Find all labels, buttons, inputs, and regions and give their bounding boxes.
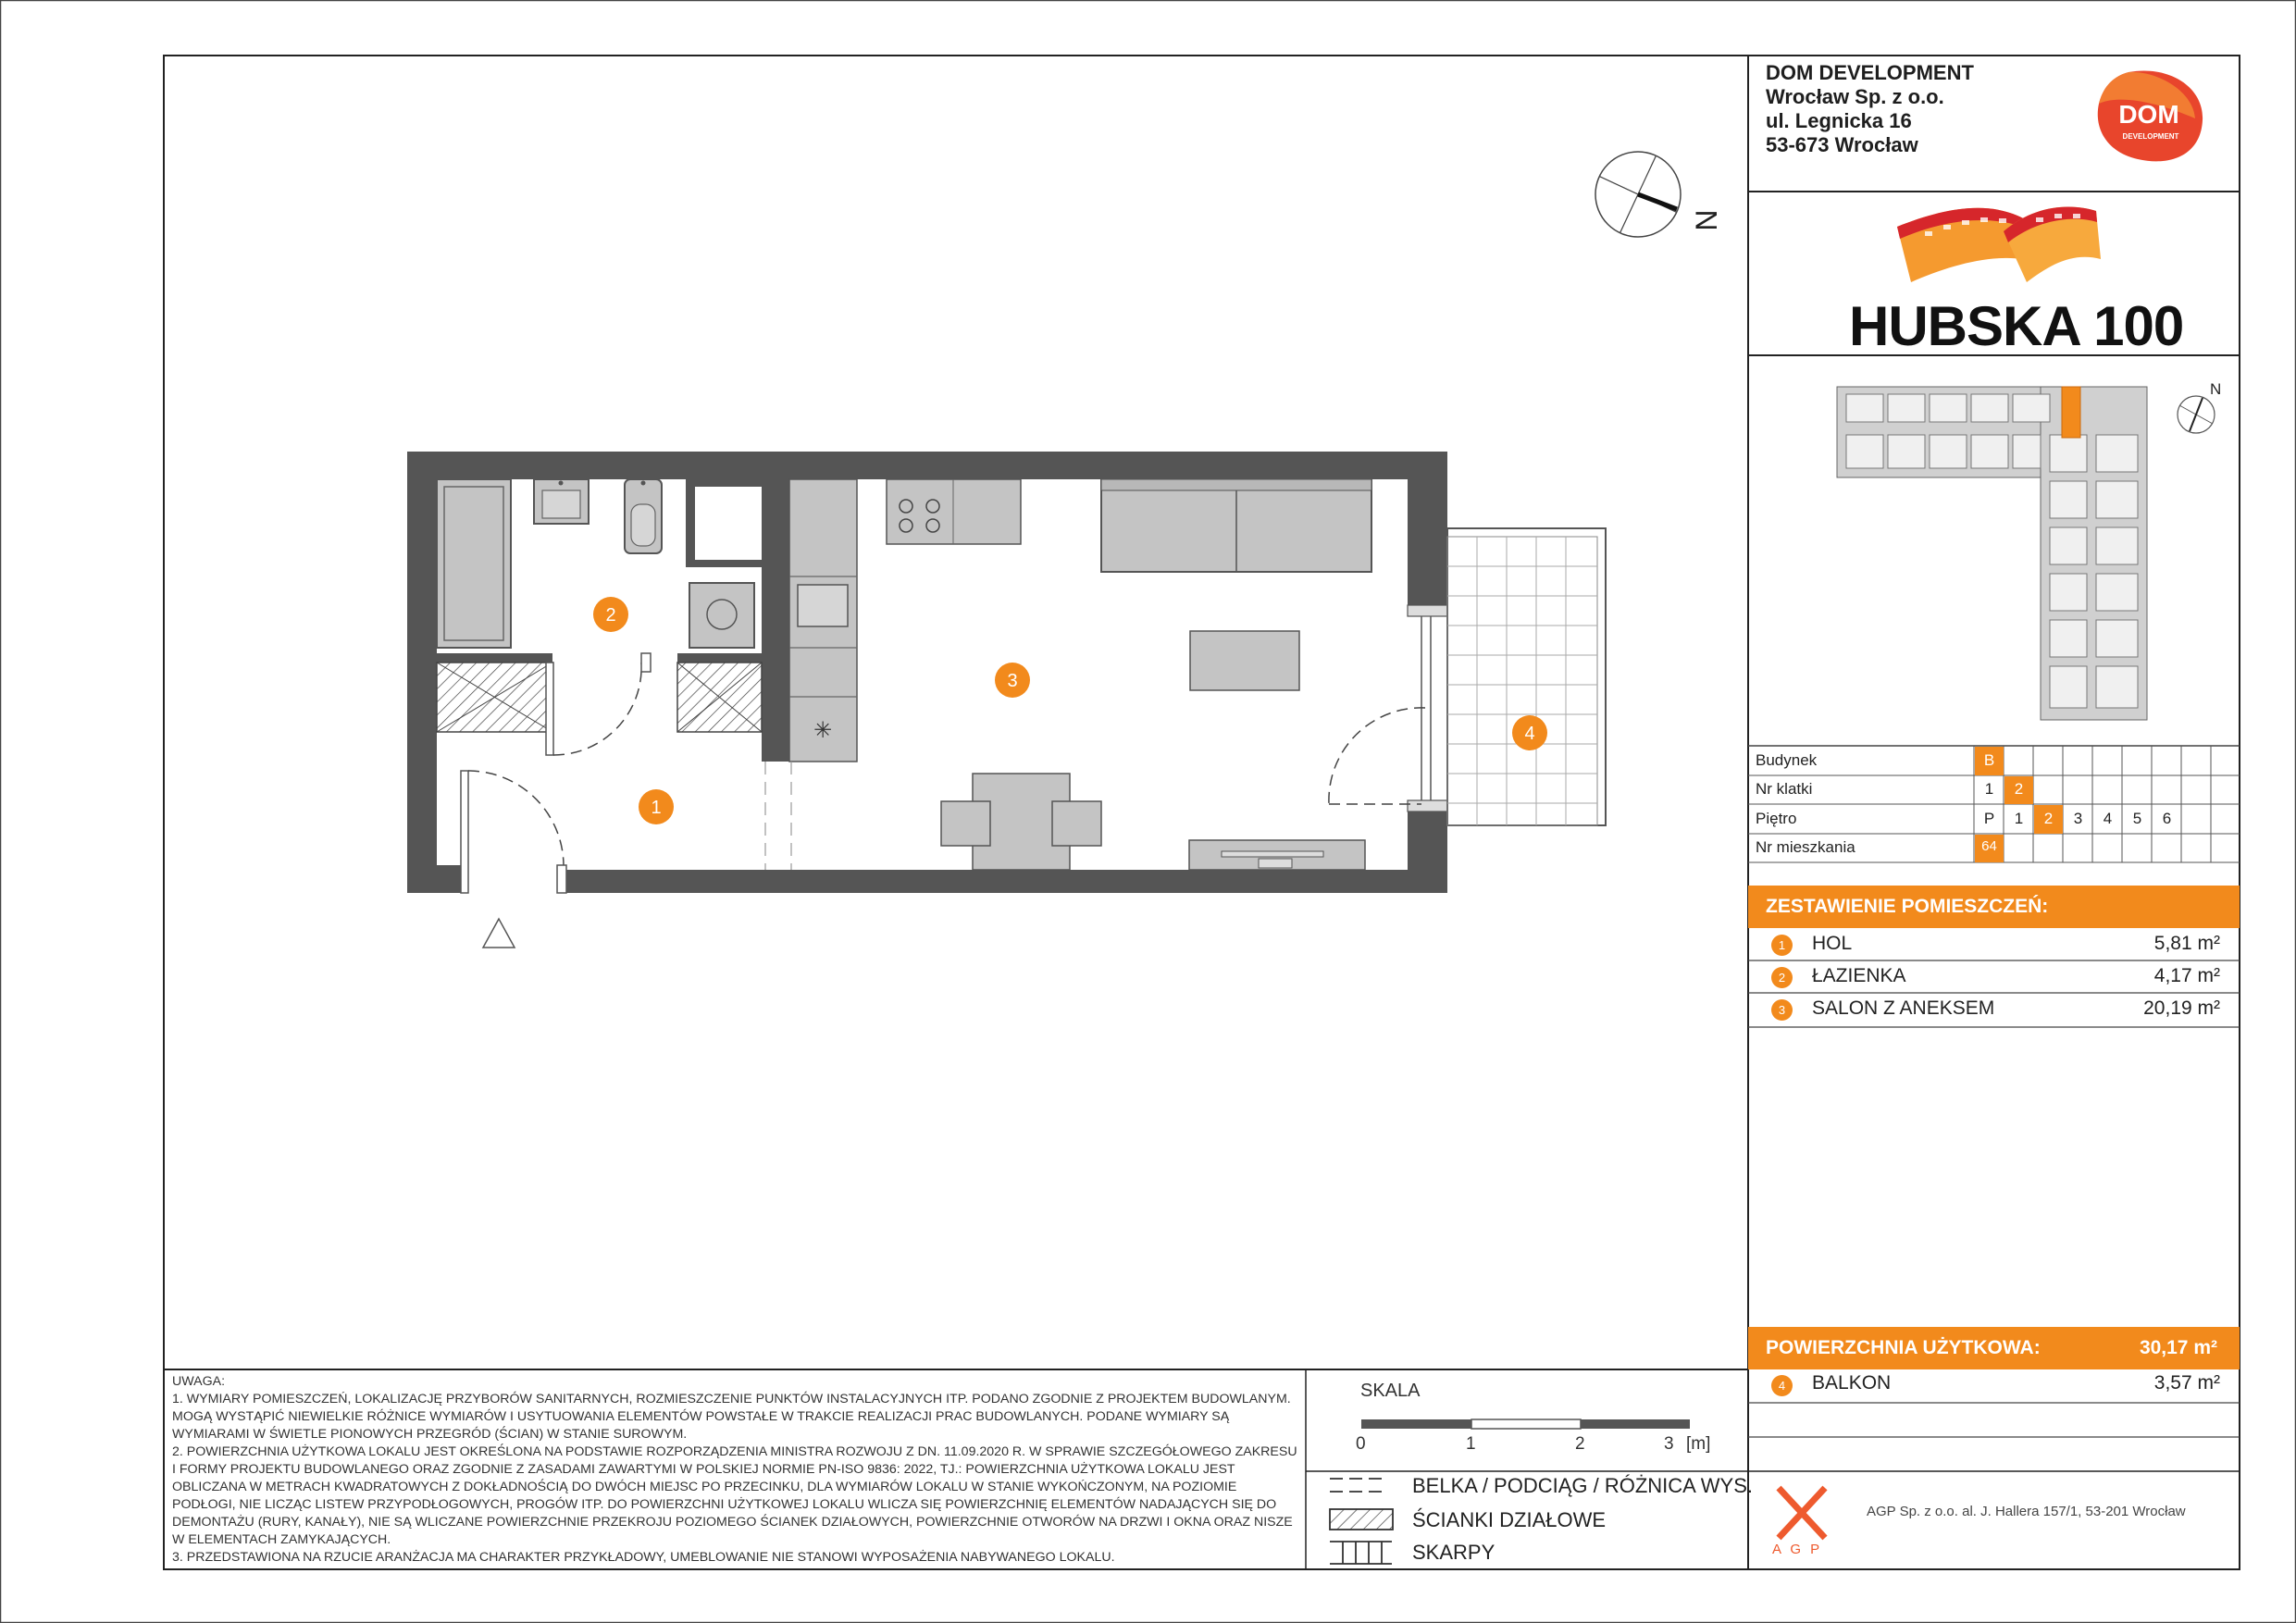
usable-area-value: 30,17 m² bbox=[2139, 1337, 2217, 1358]
coffee-table bbox=[1190, 631, 1299, 690]
note-line: 1. WYMIARY POMIESZCZEŃ, LOKALIZACJĘ PRZYBORÓW SANITARNYCH, ROZMIESZCZENIE PUNKTÓW INSTALACYJNYCH ITP. PODANO ZGODNIE Z PROJEKTEM BUDOWLANYM. bbox=[172, 1392, 1291, 1406]
scale-tick: 3 bbox=[1664, 1434, 1674, 1454]
balcony-area: 3,57 m² bbox=[2153, 1372, 2220, 1394]
info-floor-p: P bbox=[1983, 810, 1995, 827]
scale-tick: 0 bbox=[1356, 1434, 1366, 1454]
chair bbox=[1052, 801, 1101, 846]
company-name: DOM DEVELOPMENT bbox=[1766, 61, 1974, 84]
info-building-value: B bbox=[1983, 751, 1995, 769]
legend-reveal-label: SKARPY bbox=[1412, 1541, 1496, 1564]
dashed-lines-icon bbox=[1330, 1479, 1388, 1492]
note-line: OBLICZANA W METRACH KWADRATOWYCH Z DOKŁADNOŚCIĄ DO DWÓCH MIEJSC PO PRZECINKU, DLA WYMIARÓW LOKALU W STANIE WYKOŃCZONYM, NA POZIOMIE bbox=[172, 1480, 1237, 1494]
scale-bar bbox=[1361, 1419, 1690, 1429]
info-floor-2: 2 bbox=[2043, 810, 2054, 827]
usable-area-bar bbox=[1748, 1327, 2240, 1369]
info-floor-5: 5 bbox=[2132, 810, 2142, 827]
kitchen-sink bbox=[798, 585, 848, 626]
company-city: 53-673 Wrocław bbox=[1766, 133, 1918, 156]
note-line: 3. PRZEDSTAWIONA NA RZUCIE ARANŻACJA MA CHARAKTER PRZYKŁADOWY, UMEBLOWANIE NIE STANOWI WYPOSAŻENIA NABYWANEGO LOKALU. bbox=[172, 1550, 1115, 1565]
scale-unit: [m] bbox=[1686, 1434, 1711, 1454]
legend-beam-label: BELKA / PODCIĄG / RÓŻNICA WYS. bbox=[1412, 1474, 1753, 1497]
wall-partition-kitchen bbox=[762, 479, 789, 762]
north-arrow-icon bbox=[1595, 152, 1723, 237]
wall-west bbox=[407, 452, 437, 893]
info-floor-1: 1 bbox=[2014, 810, 2024, 827]
compass-label: N bbox=[1690, 209, 1723, 231]
scale-tick: 1 bbox=[1466, 1434, 1476, 1454]
scale-title: SKALA bbox=[1360, 1381, 1421, 1401]
wall-north bbox=[407, 452, 1447, 479]
building-key-plan bbox=[1837, 387, 2147, 720]
room-name: HOL bbox=[1812, 933, 1853, 954]
room-area: 4,17 m² bbox=[2153, 965, 2220, 986]
room-marker-label: 1 bbox=[651, 798, 662, 818]
svg-text:DEVELOPMENT: DEVELOPMENT bbox=[2122, 132, 2179, 141]
svg-text:DOM: DOM bbox=[2118, 100, 2179, 129]
note-line: PODŁOGI, NIE LICZĄC LISTEW PRZYPODŁOGOWYCH, PROGÓW ITP. DO POWIERZCHNI UŻYTKOWEJ LOKALU WLICZA SIĘ POWIERZCHNIĘ ELEMENTÓW NADAJĄCYCH SIĘ DO bbox=[172, 1497, 1277, 1512]
note-line: MOGĄ WYSTĄPIĆ NIEWIELKIE RÓŻNICE WYMIARÓW I USYTUOWANIA ELEMENTÓW POWSTAŁE W TRAKCIE REALIZACJI PRAC BUDOWLANYCH. PODANE WYMIARY SĄ bbox=[172, 1409, 1230, 1424]
reveal-icon bbox=[1330, 1542, 1392, 1564]
info-apartment-number: 64 bbox=[1981, 838, 1997, 854]
info-label-floor: Piętro bbox=[1756, 810, 1797, 827]
room-area: 20,19 m² bbox=[2143, 997, 2220, 1019]
note-line: W ELEMENTACH ZAMYKAJĄCYCH. bbox=[172, 1532, 391, 1547]
room-number-badge: 3 bbox=[1771, 999, 1793, 1021]
apartment-floor-plan bbox=[407, 452, 1606, 948]
room-number-badge: 2 bbox=[1771, 967, 1793, 988]
room-marker-label: 4 bbox=[1524, 724, 1535, 744]
rooms-summary-header: ZESTAWIENIE POMIESZCZEŃ: bbox=[1748, 886, 2240, 928]
note-line: 2. POWIERZCHNIA UŻYTKOWA LOKALU JEST OKREŚLONA NA PODSTAWIE ROZPORZĄDZENIA MINISTRA ROZWOJU Z DN. 11.09.2020 R. W SPRAWIE SZCZEGÓŁOWEGO ZAKRESU bbox=[172, 1444, 1297, 1459]
note-line: DEMONTAŻU (RURY, KANAŁY), NIE SĄ WLICZANE POWIERZCHNIE PRZEKROJU POZIOMEGO ŚCIANEK DZIAŁOWYCH, POWIERZCHNIE OTWORÓW NA DRZWI I OKNA ORAZ NISZE bbox=[172, 1515, 1293, 1530]
agp-logo-icon bbox=[1779, 1488, 1825, 1538]
room-name: ŁAZIENKA bbox=[1812, 965, 1906, 986]
room-number-badge: 4 bbox=[1771, 1375, 1793, 1396]
info-staircase-1: 1 bbox=[1984, 780, 1994, 798]
legend-partition-label: ŚCIANKI DZIAŁOWE bbox=[1412, 1508, 1607, 1531]
company-legal-name: Wrocław Sp. z o.o. bbox=[1766, 85, 1944, 108]
note-line: I FORMY PROJEKTU BUDOWLANEGO ORAZ ZGODNIE Z ZASADAMI ZAWARTYMI W POLSKIEJ NORMIE PN-ISO 9836: 2022, TJ.: POWIERZCHNIA UŻYTKOWA LOKALU JEST bbox=[172, 1462, 1235, 1477]
hatched-box-icon bbox=[1330, 1509, 1393, 1530]
chair bbox=[941, 801, 990, 846]
info-staircase-2: 2 bbox=[2014, 780, 2024, 798]
notes-title: UWAGA: bbox=[172, 1374, 226, 1389]
wall-south bbox=[566, 870, 1447, 893]
balcony-name: BALKON bbox=[1812, 1372, 1892, 1394]
scale-tick: 2 bbox=[1575, 1434, 1585, 1454]
balcony bbox=[1447, 528, 1606, 825]
room-name: SALON Z ANEKSEM bbox=[1812, 997, 1995, 1019]
room-area: 5,81 m² bbox=[2153, 933, 2220, 954]
entrance-marker-icon bbox=[483, 919, 515, 948]
keyplan-north-icon bbox=[2178, 380, 2221, 433]
wall-south-west bbox=[407, 865, 463, 893]
room-number-badge: 1 bbox=[1771, 935, 1793, 956]
info-floor-3: 3 bbox=[2073, 810, 2083, 827]
info-label-apartment: Nr mieszkania bbox=[1756, 838, 1855, 856]
info-label-staircase: Nr klatki bbox=[1756, 780, 1813, 798]
wall-east-upper bbox=[1408, 452, 1447, 605]
note-line: WYMIARAMI W ŚWIETLE PIONOWYCH PRZEGRÓD (ŚCIAN) W STANIE SUROWYM. bbox=[172, 1427, 688, 1442]
company-street: ul. Legnicka 16 bbox=[1766, 109, 1912, 132]
usable-area-label: POWIERZCHNIA UŻYTKOWA: bbox=[1766, 1337, 2041, 1358]
project-title: HUBSKA 100 bbox=[1849, 295, 2184, 357]
info-label-building: Budynek bbox=[1756, 751, 1818, 769]
svg-text:✳: ✳ bbox=[813, 717, 833, 743]
svg-text:N: N bbox=[2210, 380, 2222, 398]
info-floor-6: 6 bbox=[2162, 810, 2172, 827]
architect-address: AGP Sp. z o.o. al. J. Hallera 157/1, 53-201 Wrocław bbox=[1867, 1504, 2186, 1519]
project-logo-film-icon bbox=[1897, 206, 2101, 282]
info-floor-4: 4 bbox=[2103, 810, 2113, 827]
room-marker-label: 3 bbox=[1007, 671, 1018, 691]
keyplan-unit-highlight bbox=[2062, 387, 2080, 438]
agp-logo-text: A G P bbox=[1772, 1542, 1823, 1557]
room-marker-label: 2 bbox=[605, 605, 616, 626]
dom-development-logo bbox=[2098, 71, 2203, 162]
